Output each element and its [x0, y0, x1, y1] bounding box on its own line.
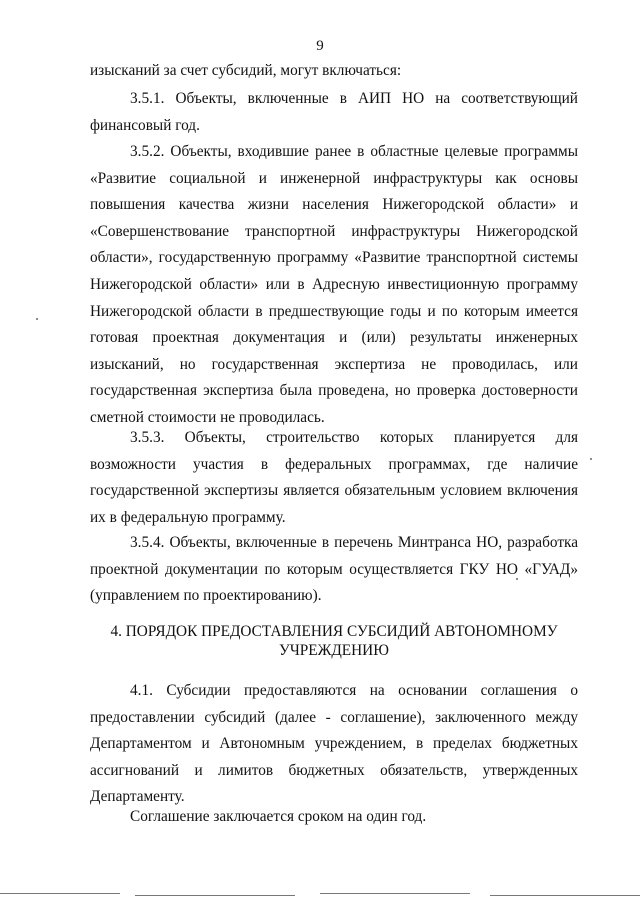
text-line: области», государственную программу «Развитие транспортной системы [90, 249, 578, 267]
paragraph-3-5-1 [90, 86, 578, 139]
paragraph-4-1 [90, 678, 578, 811]
text-line: 4.1. Субсидии предоставляются на основании соглашения о [130, 682, 578, 699]
paragraph-3-5-4 [90, 530, 578, 610]
text-line: 3.5.2. Объекты, входившие ранее в областные целевые программы [130, 143, 578, 160]
text-line: готовая проектная документация и (или) результаты инженерных [90, 329, 578, 347]
scan-speck [516, 578, 518, 580]
text-line: финансовый год. [90, 116, 200, 134]
text-line: их в федеральную программу. [90, 508, 286, 526]
text-line: изысканий, но государственная экспертиза не проводилась, или [90, 355, 578, 373]
scan-edge-line [135, 895, 295, 896]
scan-speck [590, 458, 592, 460]
text-line: возможности участия в федеральных программах, где наличие [90, 455, 578, 473]
text-line: (управлением по проектированию). [90, 587, 322, 605]
paragraph-3-5-2 [90, 139, 578, 432]
text-line: Нижегородской области в предшествующие годы и по которым имеется [90, 302, 578, 320]
text-line: ассигнований и лимитов бюджетных обязательств, утвержденных [90, 761, 578, 779]
text-line: проектной документации по которым осуществляется ГКУ НО «ГУАД» [90, 560, 578, 578]
section-heading-line: УЧРЕЖДЕНИЮ [279, 642, 389, 659]
scan-edge-line [490, 895, 640, 896]
scan-speck [36, 318, 38, 320]
text-line: Департаментом и Автономным учреждением, в пределах бюджетных [90, 735, 578, 753]
text-line: государственной экспертизы является обязательным условием включения [90, 482, 578, 500]
section-heading-line: 4. ПОРЯДОК ПРЕДОСТАВЛЕНИЯ СУБСИДИЙ АВТОНОМНОМУ [110, 623, 558, 640]
paragraph-3-5-3 [90, 425, 578, 531]
text-line: Соглашение заключается сроком на один год. [130, 808, 427, 825]
page-number: 9 [316, 38, 324, 54]
text-line: «Совершенствование транспортной инфраструктуры Нижегородской [90, 222, 578, 240]
scan-edge-line [0, 893, 120, 894]
text-line: 3.5.1. Объекты, включенные в АИП НО на соответствующий [130, 90, 578, 107]
text-line: повышения качества жизни населения Нижегородской области» и [90, 196, 578, 214]
text-line: Департаменту. [90, 788, 185, 806]
text-line: Нижегородской области» или в Адресную инвестиционную программу [90, 275, 578, 293]
paragraph-intro [90, 58, 578, 85]
scan-edge-line [320, 893, 470, 894]
paragraph-agreement-term [90, 804, 578, 831]
text-line: изысканий за счет субсидий, могут включаться: [90, 62, 402, 79]
text-line: государственная экспертиза была проведена, но проверка достоверности [90, 382, 578, 400]
text-line: сметной стоимости не проводилась. [90, 408, 325, 426]
section-heading [90, 622, 578, 660]
text-line: «Развитие социальной и инженерной инфраструктуры как основы [90, 169, 578, 187]
text-line: 3.5.4. Объекты, включенные в перечень Минтранса НО, разработка [130, 534, 578, 551]
text-line: предоставлении субсидий (далее - соглашение), заключенного между [90, 708, 578, 726]
text-line: 3.5.3. Объекты, строительство которых планируется для [130, 429, 578, 446]
